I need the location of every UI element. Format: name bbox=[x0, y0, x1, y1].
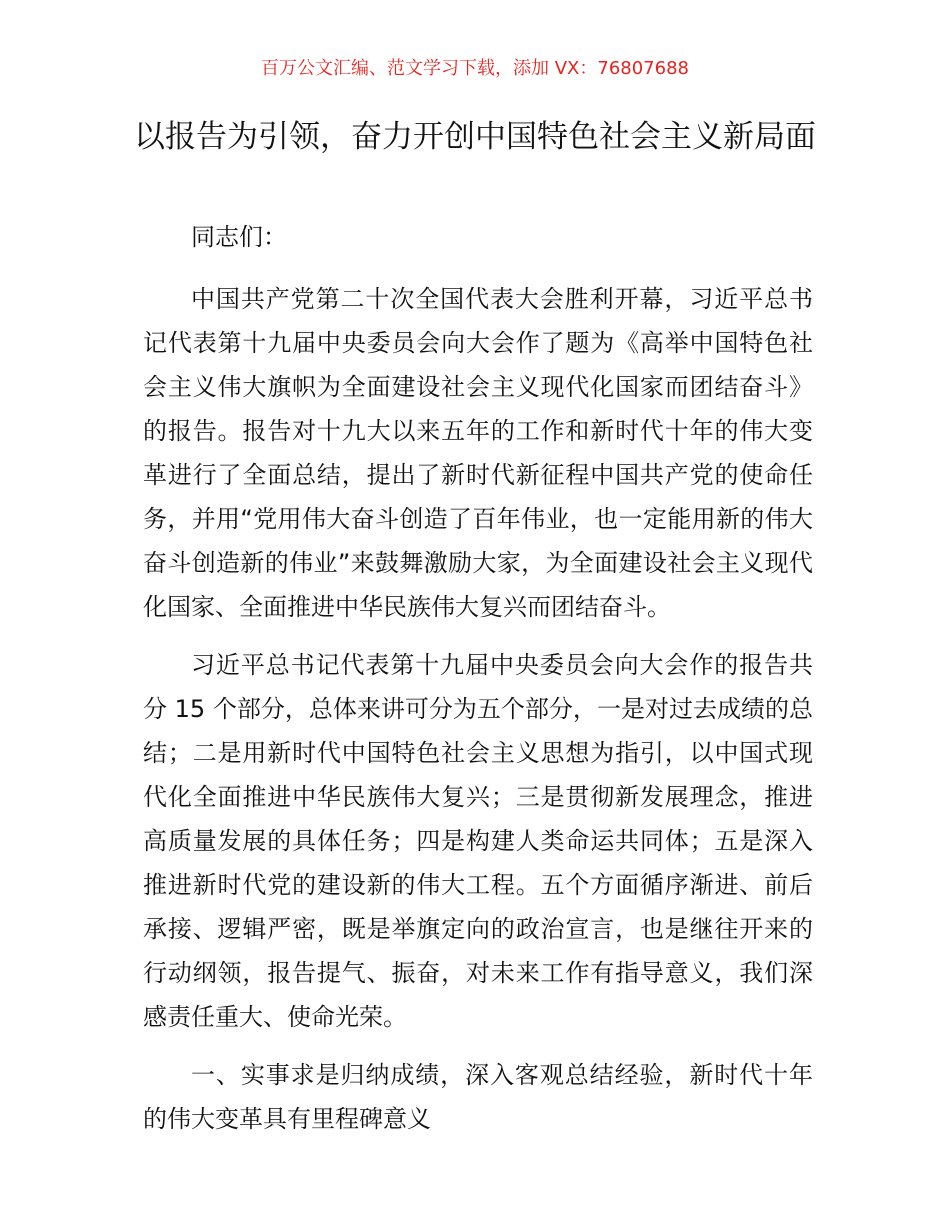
header-banner: 百万公文汇编、范文学习下载，添加 VX：76807688 bbox=[261, 58, 689, 79]
document-title: 以报告为引领，奋力开创中国特色社会主义新局面 bbox=[134, 119, 816, 155]
document-body bbox=[143, 215, 813, 1155]
paragraph-2: 习近平总书记代表第十九届中央委员会向大会作的报告共分 15 个部分，总体来讲可分为五个部分，一是对过去成绩的总结；二是用新时代中国特色社会主义思想为指引，以中国式现代化全面推进中华民族伟大复兴；三是贯彻新发展理念，推进高质量发展的具体任务；四是构建人类命运共同体；五是深入推进新时代党的建设新的伟大工程。五个方面循序渐进、前后承接、逻辑严密，既是举旗定向的政治宣言，也是继往开来的行动纲领，报告提气、振奋，对未来工作有指导意义，我们深感责任重大、使命光荣。 bbox=[143, 651, 813, 1031]
paragraph-1: 中国共产党第二十次全国代表大会胜利开幕，习近平总书记代表第十九届中央委员会向大会作了题为《高举中国特色社会主义伟大旗帜为全面建设社会主义现代化国家而团结奋斗》的报告。报告对十九大以来五年的工作和新时代十年的伟大变革进行了全面总结，提出了新时代新征程中国共产党的使命任务，并用“党用伟大奋斗创造了百年伟业，也一定能用新的伟大奋斗创造新的伟业”来鼓舞激励大家，为全面建设社会主义现代化国家、全面推进中华民族伟大复兴而团结奋斗。 bbox=[143, 285, 813, 621]
salutation: 同志们： bbox=[191, 223, 287, 251]
section-heading-1: 一、实事求是归纳成绩，深入客观总结经验，新时代十年的伟大变革具有里程碑意义 bbox=[143, 1061, 813, 1133]
